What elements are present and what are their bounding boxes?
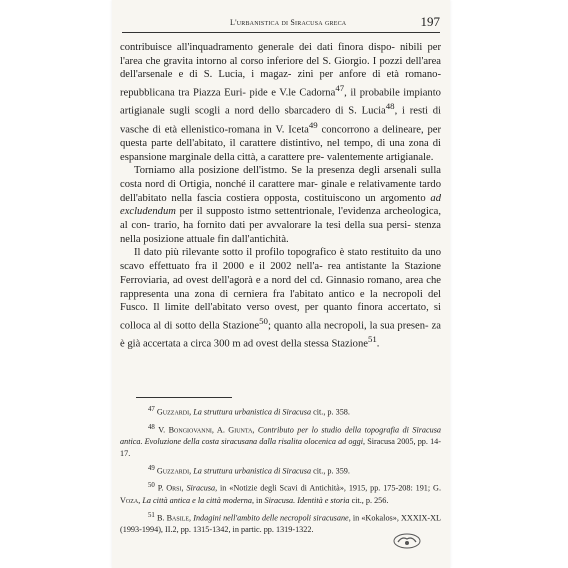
page-header <box>122 14 440 33</box>
footnote: $^{48}$ V. Bongiovanni, A. Giunta, Contributo per lo studio della topografia di Siracusa antica. Evoluzione della costa siracusana dalla risalita olocenica ad oggi, Siracusa 2005, pp. 14-17. <box>120 423 442 458</box>
footnote: $^{47}$ Guzzardi, La struttura urbanistica di Siracusa cit., p. 358. <box>148 406 350 417</box>
footnote-ref[interactable]: 49 <box>308 119 318 130</box>
footnote-divider <box>136 397 232 398</box>
book-page <box>112 0 450 568</box>
paragraph-1: contribuisce all'inquadramento generale dei dati finora dispo- nibili per l'area che gravita intorno al corso inferiore del S. Giorgio. I pozzi dell'area dell'arsenale e di S. Lucia, i magaz- zini per anfore di età romano-repubblicana tra Piazza Euri- pide e V.le Cadorna$^{47}$, il probabile impianto artigianale sugli scogli a nord dello sbarcadero di S. Lucia$^{48}$, i resti di vasche di età ellenistico-romana in V. Iceta$^{49}$ concorrono a delineare, per questa parte dell'abitato, il carattere distintivo, nel tempo, di una zona di espansione marginale della città, a carattere pre- valentemente artigianale. <box>120 42 441 163</box>
footnote-ref[interactable]: 50 <box>259 315 268 326</box>
footnotes <box>120 404 441 539</box>
footnote: $^{51}$ B. Basile, Indagini nell'ambito delle necropoli siracusane, in «Kokalos», XXXIX-XL (1993-1994), II.2, pp. 1315-1342, in partic. pp. 1319-1322. <box>120 511 442 535</box>
paragraph-2: Torniamo alla posizione dell'istmo. Se la presenza degli arsenali sulla costa nord di Ortigia, nonché il carattere mar- ginale e relativamente tardo dell'abitato nella fascia costiera opposta, costituiscono un argomento ad excludendum per il supposto istmo settentrionale, l'evidenza archeologica, al con- trario, ha fornito dati per avvalorare la tesi della sua persi- stenza nella posizione attuale fin dall'antichità. <box>120 165 442 245</box>
main-text <box>120 41 441 351</box>
running-head: L'urbanistica di Siracusa greca <box>230 18 347 27</box>
footnote-ref[interactable]: 51 <box>367 334 377 345</box>
footnote: $^{50}$ P. Orsi, Siracusa, in «Notizie degli Scavi di Antichità», 1915, pp. 175-208: 191; G. Voza, La città antica e la città moderna, in Siracusa. Identità e storia cit., p. 256. <box>120 482 442 505</box>
paragraph-3: Il dato più rilevante sotto il profilo topografico è stato restituito da uno scavo effettuato fra il 2000 e il 2002 nell'a- rea antistante la Stazione Ferroviaria, ad ovest dell'agorà e a nord del cd. Ginnasio romano, area che rappresenta una zona di cerniera fra l'abitato antico e la necropoli del Fusco. Il limite dell'abitato verso ovest, per quanto finora accertato, si colloca al di sotto della Stazione$^{50}$; quanto alla necropoli, la sua presen- za è già accertata a circa 300 m ad ovest della stessa Stazione$^{51}$. <box>120 247 441 350</box>
footnote: $^{49}$ Guzzardi, La struttura urbanistica di Siracusa cit., p. 359. <box>148 464 350 476</box>
stamp-icon <box>392 532 422 550</box>
footnote-ref[interactable]: 47 <box>335 83 345 94</box>
page-number: 197 <box>420 14 440 29</box>
footnote-ref[interactable]: 48 <box>385 101 395 112</box>
